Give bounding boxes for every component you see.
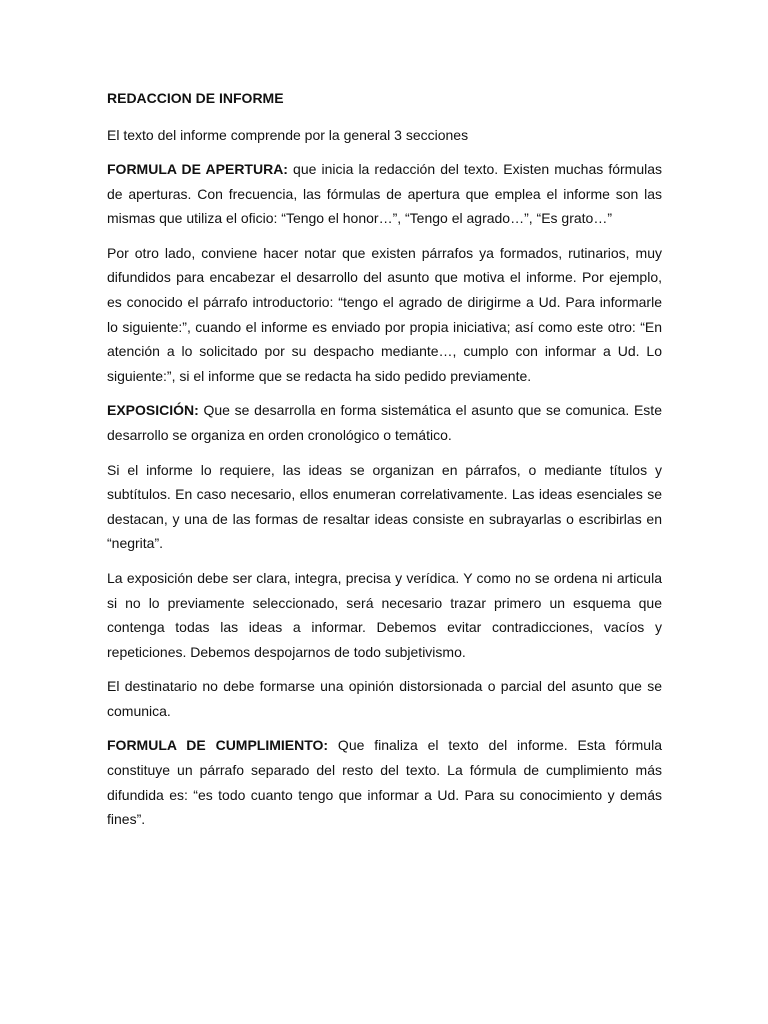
paragraph-cumplimiento	[107, 733, 662, 831]
paragraph-organizacion-ideas	[107, 458, 662, 556]
paragraph-text: Por otro lado, conviene hacer notar que existen párrafos ya formados, rutinarios, muy difundidos para encabezar el desarrollo del asunto que motiva el informe. Por ejemplo, es conocido el párrafo introductorio: “tengo el agrado de dirigirme a Ud. Para informarle lo siguiente:”, cuando el informe es enviado por propia iniciativa; así como este otro: “En atención a lo solicitado por su despacho mediante…, cumplo con informar a Ud. Lo siguiente:”, si el informe que se redacta ha sido pedido previamente.	[107, 244, 662, 384]
document-page	[107, 85, 662, 842]
paragraph-text: El destinatario no debe formarse una opinión distorsionada o parcial del asunto que se comunica.	[107, 678, 662, 719]
paragraph-exposicion	[107, 398, 662, 447]
paragraph-apertura	[107, 157, 662, 231]
paragraph-text: Si el informe lo requiere, las ideas se organizan en párrafos, o mediante títulos y subtítulos. En caso necesario, ellos enumeran correlativamente. Las ideas esenciales se destacan, y una de las formas de resaltar ideas consiste en subrayarlas o escribirlas en “negrita”.	[107, 461, 662, 552]
paragraph-text: Que se desarrolla en forma sistemática el asunto que se comunica. Este desarrollo se organiza en orden cronológico o temático.	[107, 402, 662, 443]
paragraph-destinatario	[107, 674, 662, 723]
paragraph-text: que inicia la redacción del texto. Existen muchas fórmulas de aperturas. Con frecuencia, las fórmulas de apertura que emplea el informe son las mismas que utiliza el oficio: “Tengo el honor…”, “Tengo el agrado…”, “Es grato…”	[107, 161, 663, 227]
paragraph-exposicion-clara	[107, 566, 662, 664]
paragraph-text: Que finaliza el texto del informe. Esta fórmula constituye un párrafo separado del resto del texto. La fórmula de cumplimiento más difundida es: “es todo cuanto tengo que informar a Ud. Para su conocimiento y demás fines”.	[107, 737, 662, 828]
paragraph-parrafos-formados	[107, 241, 662, 389]
section-heading-apertura: FORMULA DE APERTURA:	[107, 161, 288, 177]
paragraph-text: La exposición debe ser clara, integra, precisa y verídica. Y como no se ordena ni articula si no lo previamente seleccionado, será necesario trazar primero un esquema que contenga todas las ideas a informar. Debemos evitar contradicciones, vacíos y repeticiones. Debemos despojarnos de todo subjetivismo.	[107, 569, 662, 660]
section-heading-exposicion: EXPOSICIÓN:	[107, 402, 199, 419]
section-heading-cumplimiento: FORMULA DE CUMPLIMIENTO:	[107, 737, 329, 754]
document-title: REDACCION DE INFORME	[107, 90, 284, 106]
document-intro: El texto del informe comprende por la general 3 secciones	[107, 127, 469, 143]
